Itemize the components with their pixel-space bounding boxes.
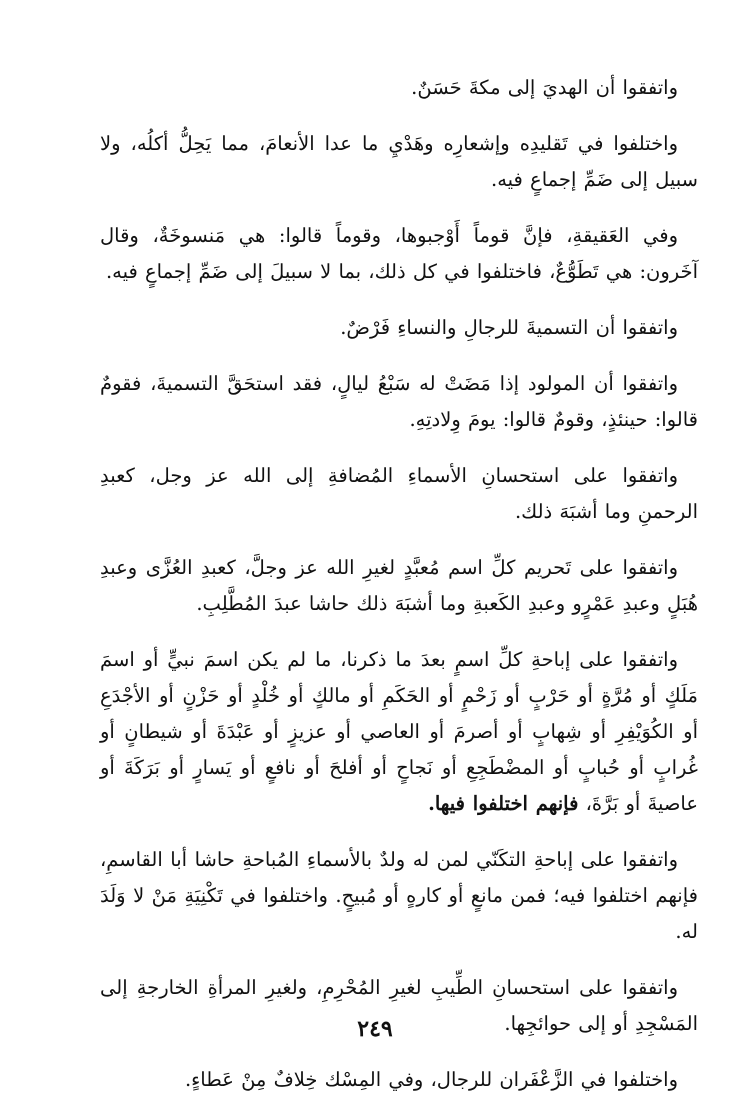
paragraph: واتفقوا على تَحريم كلِّ اسم مُعبَّدٍ لغيرِ الله عز وجلَّ، كعبدِ العُزَّى وعبدِ هُبَلٍ وعبدِ عَمْرٍو وعبدِ الكَعبةِ وما أشبَهَ ذلك حاشا عبدَ المُطَّلِبِ.	[100, 556, 698, 615]
paragraph-text: واتفقوا على إباحةِ كلِّ اسمٍ بعدَ ما ذكرنا، ما لم يكن اسمَ نبيٍّ أو اسمَ مَلَكٍ أو مُرَّةٍ أو حَرْبٍ أو زَحْمٍ أو الحَكَمِ أو مالكٍ أو خُلْدٍ أو حَزْنٍ أو الأجْدَعِ أو الكُوَيْفِرِ أو شِهابٍ أو أصرمَ أو العاصي أو عزيزٍ أو عَبْدَةَ أو شيطانٍ أو غُرابٍ أو حُبابٍ أو المضْطَجِعِ أو نَجاحٍ أو أفلحَ أو نافعٍ أو يَسارٍ أو بَرَكَةَ أو عاصيةَ أو بَرَّةَ،	[100, 648, 698, 815]
paragraph: واختلفوا في الزَّعْفَران للرجال، وفي المِسْك خِلافٌ مِنْ عَطاءٍ.	[184, 1068, 678, 1091]
emphasized-text: فإنهم اختلفوا فيها.	[428, 792, 579, 815]
paragraph-with-emphasis	[100, 642, 698, 822]
paragraph: واتفقوا على إباحةِ التكَنّي لمن له ولدٌ بالأسماءِ المُباحةِ حاشا أبا القاسمِ، فإنهم اختلفوا فيه؛ فمن مانعٍ أو كارهٍ أو مُبيحٍ. واختلفوا في تَكْنِيَةِ مَنْ لا وَلَدَ له.	[100, 848, 698, 943]
paragraph: واتفقوا على استحسانِ الأسماءِ المُضافةِ إلى الله عز وجل، كعبدِ الرحمنِ وما أشبَهَ ذلك.	[100, 464, 698, 523]
body-text	[100, 70, 698, 1118]
paragraph: واتفقوا أن التسميةَ للرجالِ والنساءِ فَرْضٌ.	[340, 316, 678, 339]
page-number: ٢٤٩	[357, 1016, 393, 1042]
paragraph: واتفقوا أن الهديَ إلى مكةَ حَسَنٌ.	[411, 76, 678, 99]
paragraph: واختلفوا في تَقليدِه وإشعارِه وهَدْيِ ما عدا الأنعامَ، مما يَحِلُّ أكلُه، ولا سبيل إلى ضَمِّ إجماعٍ فيه.	[100, 132, 698, 191]
paragraph: وفي العَقيقةِ، فإنَّ قوماً أَوْجبوها، وقوماً قالوا: هي مَنسوخَةٌ، وقال آخَرون: هي تَطَوُّعٌ، فاختلفوا في كل ذلك، بما لا سبيلَ إلى ضَمِّ إجماعٍ فيه.	[100, 224, 698, 283]
paragraph: واتفقوا على استحسانِ الطِّيبِ لغيرِ المُحْرِمِ، ولغيرِ المرأةِ الخارجةِ إلى المَسْجِدِ أو إلى حوائجِها.	[100, 976, 698, 1035]
paragraph: واتفقوا أن المولود إذا مَضَتْ له سَبْعُ ليالٍ، فقد استحَقَّ التسميةَ، فقومٌ قالوا: حينئذٍ، وقومٌ قالوا: يومَ وِلادتِهِ.	[100, 372, 698, 431]
